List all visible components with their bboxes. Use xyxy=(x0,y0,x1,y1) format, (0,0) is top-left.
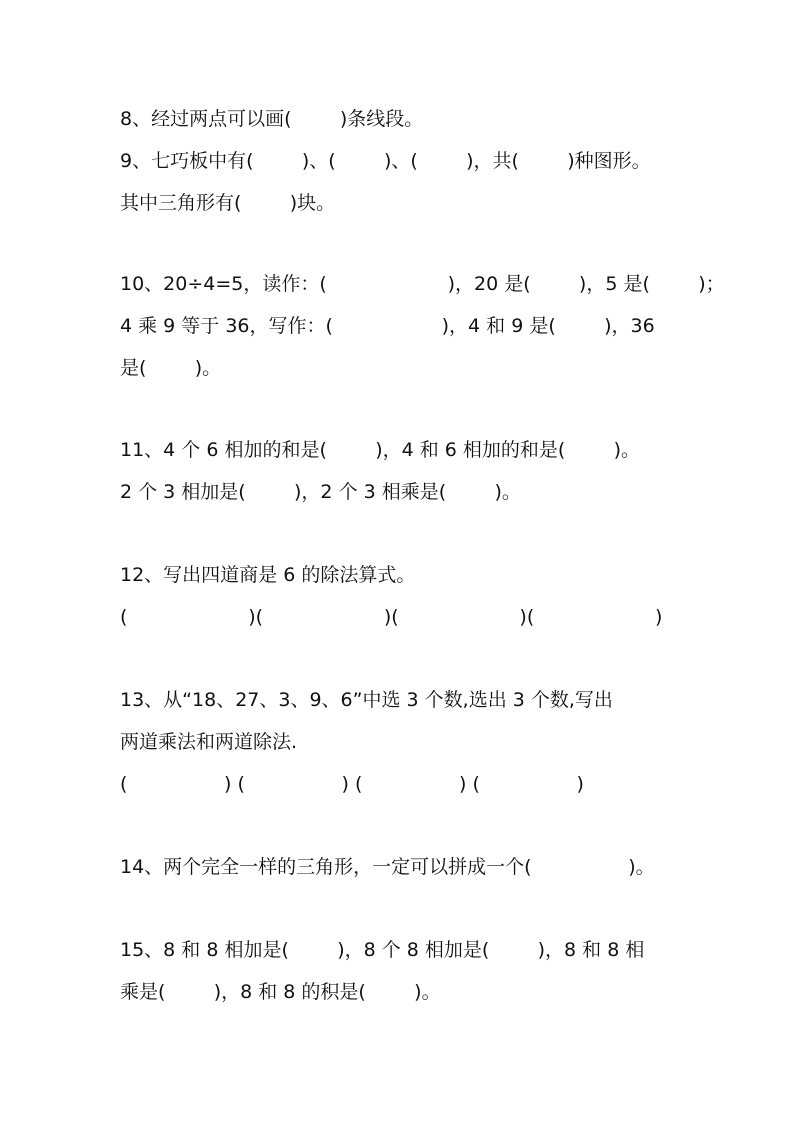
question-10-line-2: 4 乘 9 等于 36，写作：( )，4 和 9 是( )，36 xyxy=(120,315,655,337)
question-11-line-1: 11、4 个 6 相加的和是( )，4 和 6 相加的和是( )。 xyxy=(120,439,641,461)
question-15-line-2: 乘是( )，8 和 8 的积是( )。 xyxy=(120,981,441,1003)
question-13-line-1: 13、从“18、27、3、9、6”中选 3 个数,选出 3 个数,写出 xyxy=(120,689,613,711)
question-9-line-2: 其中三角形有( )块。 xyxy=(120,192,336,214)
question-13-line-2: 两道乘法和两道除法. xyxy=(120,731,298,753)
question-12-answer-line: ( )( )( )( ) xyxy=(120,606,663,628)
question-8-line-1: 8、经过两点可以画( )条线段。 xyxy=(120,108,424,130)
question-10-line-3: 是( )。 xyxy=(120,357,222,379)
question-13-answer-line: ( ) ( ) ( ) ( ) xyxy=(120,773,584,795)
question-15-line-1: 15、8 和 8 相加是( )，8 个 8 相加是( )，8 和 8 相 xyxy=(120,939,645,961)
question-12-line-1: 12、写出四道商是 6 的除法算式。 xyxy=(120,564,416,586)
question-11-line-2: 2 个 3 相加是( )，2 个 3 相乘是( )。 xyxy=(120,481,521,503)
question-9-line-1: 9、七巧板中有( )、( )、( )，共( )种图形。 xyxy=(120,150,651,172)
question-10-line-1: 10、20÷4=5，读作：( )，20 是( )，5 是( )； xyxy=(120,273,725,295)
question-14-line-1: 14、两个完全一样的三角形，一定可以拼成一个( )。 xyxy=(120,856,655,878)
